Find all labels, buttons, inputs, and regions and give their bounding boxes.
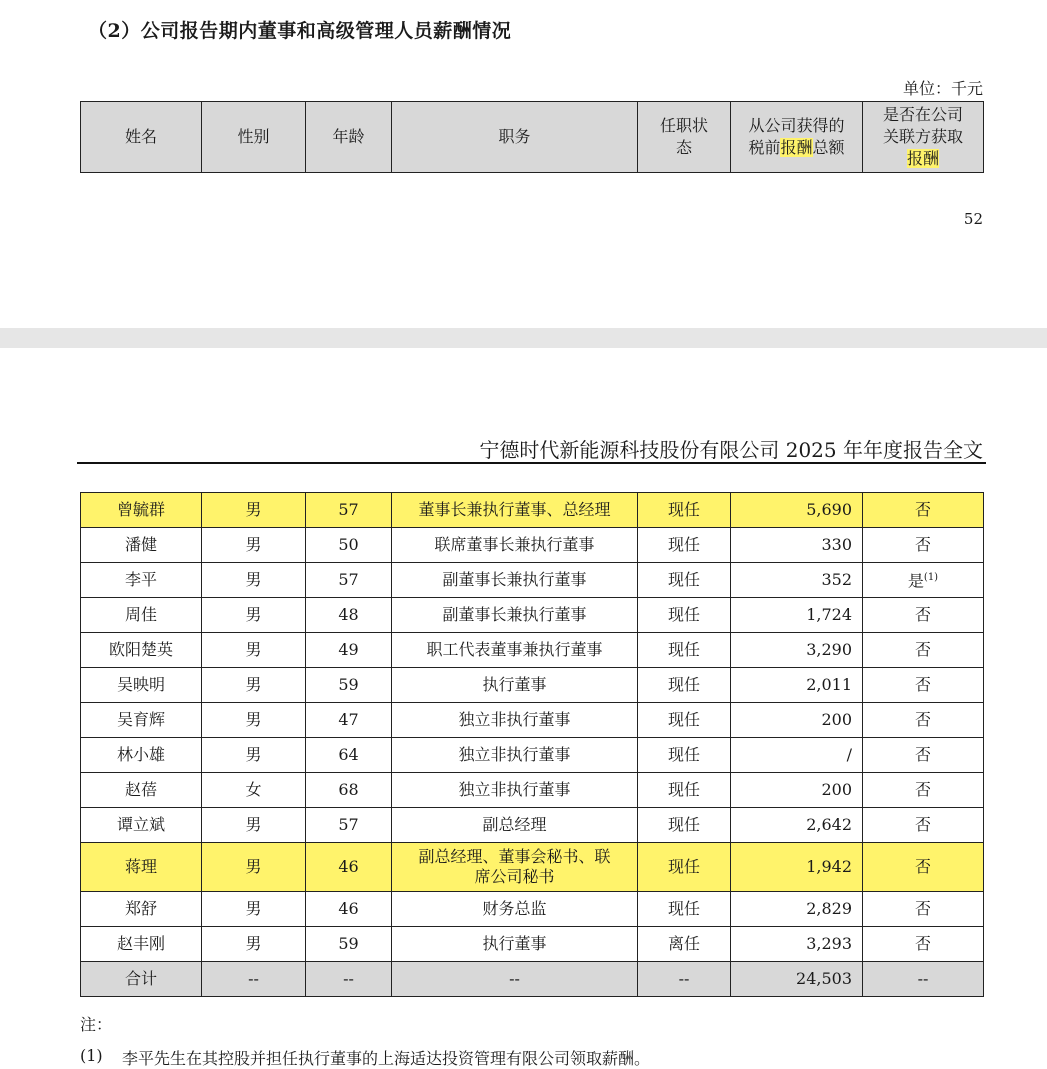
- cell-position: 独立非执行董事: [392, 738, 638, 773]
- note-text: 李平先生在其控股并担任执行董事的上海适达投资管理有限公司领取薪酬。: [122, 1049, 651, 1068]
- cell-age: 57: [306, 563, 392, 598]
- header-compensation: 从公司获得的 税前报酬总额: [731, 102, 863, 173]
- report-running-title: 宁德时代新能源科技股份有限公司 2025 年年度报告全文: [479, 438, 983, 462]
- cell-status: 现任: [638, 738, 731, 773]
- cell-gender: 男: [202, 738, 306, 773]
- cell-position: 副总经理: [392, 808, 638, 843]
- cell-compensation: 3,290: [731, 633, 863, 668]
- cell-age: 48: [306, 598, 392, 633]
- cell-status: 现任: [638, 633, 731, 668]
- cell-compensation: 3,293: [731, 927, 863, 962]
- cell-gender: 男: [202, 703, 306, 738]
- note-number: (1): [80, 1046, 103, 1065]
- cell-status: 现任: [638, 808, 731, 843]
- search-highlight: 报酬: [780, 138, 813, 157]
- cell-position: 董事长兼执行董事、总经理: [392, 493, 638, 528]
- table-row: [81, 927, 984, 962]
- header-status: 任职状 态: [638, 102, 731, 173]
- compensation-table-body: [80, 492, 984, 997]
- cell-name: 谭立斌: [81, 808, 202, 843]
- cell-related: 是$^{(1)}$: [863, 563, 984, 598]
- cell-compensation: 330: [731, 528, 863, 563]
- cell-related: 否: [863, 598, 984, 633]
- header-gender: 性别: [202, 102, 306, 173]
- cell-name: 吴育辉: [81, 703, 202, 738]
- cell-age: 49: [306, 633, 392, 668]
- cell-compensation: 24,503: [731, 962, 863, 997]
- cell-gender: 男: [202, 843, 306, 892]
- page-number: 52: [963, 210, 983, 228]
- cell-status: --: [638, 962, 731, 997]
- cell-status: 现任: [638, 703, 731, 738]
- cell-age: 57: [306, 493, 392, 528]
- cell-position: 独立非执行董事: [392, 703, 638, 738]
- cell-position: 副董事长兼执行董事: [392, 563, 638, 598]
- cell-name: 合计: [81, 962, 202, 997]
- cell-name: 林小雄: [81, 738, 202, 773]
- cell-related: 否: [863, 668, 984, 703]
- table-row: [81, 598, 984, 633]
- footnote-ref: (1): [923, 572, 939, 584]
- table-row: [81, 773, 984, 808]
- cell-compensation: 200: [731, 703, 863, 738]
- cell-age: 50: [306, 528, 392, 563]
- cell-related: 否: [863, 633, 984, 668]
- cell-position: 独立非执行董事: [392, 773, 638, 808]
- cell-name: 周佳: [81, 598, 202, 633]
- cell-compensation: 1,942: [731, 843, 863, 892]
- cell-age: 64: [306, 738, 392, 773]
- table-row: [81, 892, 984, 927]
- header-age: 年龄: [306, 102, 392, 173]
- cell-position: 副董事长兼执行董事: [392, 598, 638, 633]
- cell-status: 离任: [638, 927, 731, 962]
- header-position: 职务: [392, 102, 638, 173]
- section-title: （2）公司报告期内董事和高级管理人员薪酬情况: [88, 20, 512, 42]
- cell-compensation: 2,829: [731, 892, 863, 927]
- cell-gender: 男: [202, 528, 306, 563]
- cell-name: 赵蓓: [81, 773, 202, 808]
- cell-status: 现任: [638, 563, 731, 598]
- table-row: [81, 738, 984, 773]
- cell-age: 68: [306, 773, 392, 808]
- cell-name: 欧阳楚英: [81, 633, 202, 668]
- page-separator: [0, 328, 1047, 348]
- cell-position: --: [392, 962, 638, 997]
- cell-status: 现任: [638, 843, 731, 892]
- cell-gender: --: [202, 962, 306, 997]
- cell-status: 现任: [638, 668, 731, 703]
- cell-related: 否: [863, 808, 984, 843]
- cell-position: 执行董事: [392, 668, 638, 703]
- header-related-party: 是否在公司 关联方获取 报酬: [863, 102, 984, 173]
- cell-age: 46: [306, 843, 392, 892]
- cell-position: 副总经理、董事会秘书、联 席公司秘书: [392, 843, 638, 892]
- cell-related: 否: [863, 927, 984, 962]
- cell-related: 否: [863, 843, 984, 892]
- cell-gender: 男: [202, 892, 306, 927]
- cell-name: 曾毓群: [81, 493, 202, 528]
- cell-position: 联席董事长兼执行董事: [392, 528, 638, 563]
- cell-compensation: 200: [731, 773, 863, 808]
- unit-label: 单位：千元: [902, 79, 983, 98]
- cell-compensation: 1,724: [731, 598, 863, 633]
- total-row: [81, 962, 984, 997]
- notes-label: 注：: [80, 1015, 113, 1034]
- cell-gender: 男: [202, 493, 306, 528]
- cell-related: 否: [863, 773, 984, 808]
- cell-position: 职工代表董事兼执行董事: [392, 633, 638, 668]
- cell-related: 否: [863, 738, 984, 773]
- cell-name: 郑舒: [81, 892, 202, 927]
- cell-position: 执行董事: [392, 927, 638, 962]
- cell-gender: 男: [202, 563, 306, 598]
- cell-name: 吴映明: [81, 668, 202, 703]
- table-row: [81, 843, 984, 892]
- cell-position: 财务总监: [392, 892, 638, 927]
- cell-age: --: [306, 962, 392, 997]
- cell-name: 赵丰刚: [81, 927, 202, 962]
- cell-age: 59: [306, 668, 392, 703]
- cell-status: 现任: [638, 773, 731, 808]
- cell-status: 现任: [638, 493, 731, 528]
- cell-status: 现任: [638, 598, 731, 633]
- cell-age: 46: [306, 892, 392, 927]
- cell-gender: 男: [202, 633, 306, 668]
- cell-name: 蒋理: [81, 843, 202, 892]
- search-highlight: 报酬: [906, 149, 939, 168]
- cell-compensation: 2,011: [731, 668, 863, 703]
- cell-status: 现任: [638, 528, 731, 563]
- cell-age: 57: [306, 808, 392, 843]
- cell-age: 59: [306, 927, 392, 962]
- cell-compensation: /: [731, 738, 863, 773]
- table-row: [81, 633, 984, 668]
- cell-related: 否: [863, 493, 984, 528]
- cell-gender: 男: [202, 927, 306, 962]
- cell-gender: 男: [202, 668, 306, 703]
- cell-name: 潘健: [81, 528, 202, 563]
- table-row: [81, 493, 984, 528]
- cell-compensation: 5,690: [731, 493, 863, 528]
- header-rule: [77, 462, 986, 464]
- cell-status: 现任: [638, 892, 731, 927]
- table-row: [81, 668, 984, 703]
- cell-compensation: 2,642: [731, 808, 863, 843]
- cell-gender: 女: [202, 773, 306, 808]
- table-row: [81, 808, 984, 843]
- cell-compensation: 352: [731, 563, 863, 598]
- cell-related: --: [863, 962, 984, 997]
- header-name: 姓名: [81, 102, 202, 173]
- table-row: [81, 528, 984, 563]
- cell-related: 否: [863, 703, 984, 738]
- cell-related: 否: [863, 528, 984, 563]
- cell-gender: 男: [202, 598, 306, 633]
- compensation-table-header: [80, 101, 984, 173]
- cell-related: 否: [863, 892, 984, 927]
- table-row: [81, 563, 984, 598]
- cell-name: 李平: [81, 563, 202, 598]
- table-row: [81, 703, 984, 738]
- cell-age: 47: [306, 703, 392, 738]
- cell-gender: 男: [202, 808, 306, 843]
